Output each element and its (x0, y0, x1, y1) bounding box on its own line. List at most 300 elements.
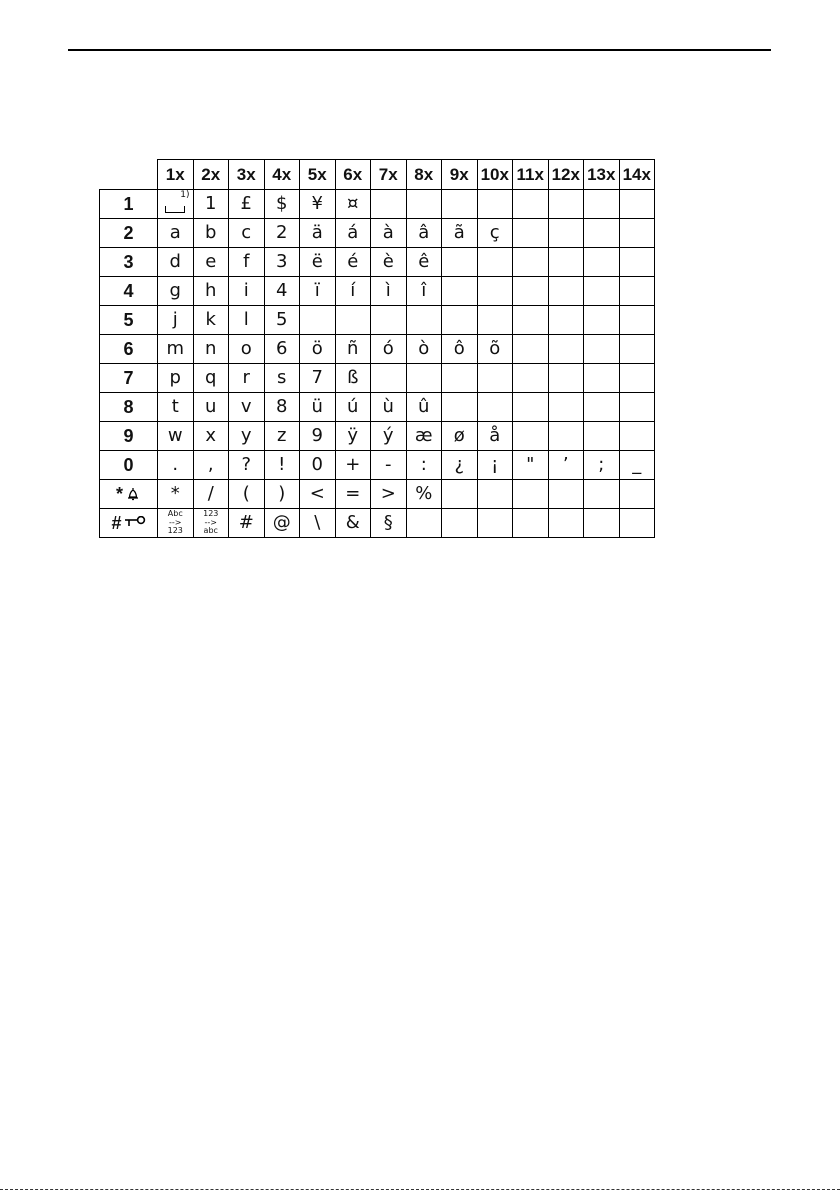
key-row (100, 480, 655, 509)
character-cell (442, 480, 478, 509)
character-glyph: ý (382, 425, 394, 446)
character-cell (335, 190, 371, 219)
character-glyph: @ (272, 512, 291, 533)
character-cell (442, 335, 478, 364)
character-glyph: û (418, 396, 430, 417)
character-cell (619, 335, 655, 364)
character-cell (442, 364, 478, 393)
character-glyph: £ (240, 193, 252, 214)
character-glyph: ø (453, 425, 465, 446)
row-key-symbol (111, 514, 145, 532)
character-cell (442, 451, 478, 480)
character-cell (513, 190, 549, 219)
character-cell (513, 219, 549, 248)
character-cell (584, 190, 620, 219)
column-header: 1x (158, 160, 194, 190)
character-cell (193, 393, 229, 422)
character-cell (158, 335, 194, 364)
row-key-symbol (123, 427, 133, 445)
character-cell (442, 393, 478, 422)
character-glyph: í (350, 280, 356, 301)
character-cell (158, 364, 194, 393)
character-cell (158, 509, 194, 538)
corner-cell (100, 160, 158, 190)
character-cell (442, 422, 478, 451)
character-cell (335, 451, 371, 480)
character-cell (442, 277, 478, 306)
character-cell (548, 509, 584, 538)
character-glyph: i (243, 280, 249, 301)
character-glyph: ü (311, 396, 323, 417)
character-cell (158, 277, 194, 306)
row-key-symbol (123, 340, 133, 358)
character-glyph: w (167, 425, 183, 446)
character-cell (193, 190, 229, 219)
character-cell (371, 422, 407, 451)
character-glyph: t (171, 396, 179, 417)
mode-label-top: Abc (167, 509, 183, 519)
character-cell (406, 393, 442, 422)
character-cell (371, 480, 407, 509)
character-glyph: y (240, 425, 252, 446)
character-glyph: ó (382, 338, 394, 359)
character-cell (264, 335, 300, 364)
character-cell (193, 219, 229, 248)
character-glyph: ÿ (347, 425, 359, 446)
character-cell (229, 364, 265, 393)
character-cell (335, 277, 371, 306)
character-cell (229, 306, 265, 335)
character-cell (193, 277, 229, 306)
row-key-label (100, 509, 158, 538)
space-symbol-icon (165, 206, 185, 213)
character-glyph: ê (418, 251, 430, 272)
character-glyph: õ (489, 338, 501, 359)
character-glyph: 0 (311, 454, 323, 475)
character-cell (513, 393, 549, 422)
row-key-label (100, 219, 158, 248)
character-cell (619, 306, 655, 335)
character-cell (548, 248, 584, 277)
character-glyph: / (207, 483, 214, 504)
mode-label-bottom: abc (203, 526, 218, 536)
row-key-text: * (115, 484, 123, 504)
character-glyph: h (205, 280, 217, 301)
character-glyph: 8 (276, 396, 288, 417)
character-cell (548, 451, 584, 480)
character-cell (477, 277, 513, 306)
character-glyph: ë (311, 251, 323, 272)
character-cell (406, 219, 442, 248)
character-cell (406, 364, 442, 393)
row-key-text: 0 (123, 455, 134, 475)
character-cell (264, 219, 300, 248)
character-glyph: 2 (276, 222, 288, 243)
character-cell (193, 451, 229, 480)
character-cell (619, 422, 655, 451)
character-cell (371, 393, 407, 422)
column-header: 12x (548, 160, 584, 190)
character-cell (406, 190, 442, 219)
character-glyph: ã (453, 222, 465, 243)
column-header: 7x (371, 160, 407, 190)
character-cell (335, 422, 371, 451)
character-glyph: " (526, 454, 535, 475)
character-cell (513, 335, 549, 364)
character-glyph: - (385, 454, 392, 475)
character-cell (335, 335, 371, 364)
character-cell (335, 306, 371, 335)
character-cell (513, 422, 549, 451)
character-cell (371, 306, 407, 335)
character-glyph: n (205, 338, 217, 359)
character-glyph: k (205, 309, 216, 330)
character-cell (229, 422, 265, 451)
character-cell (477, 422, 513, 451)
key-row (100, 393, 655, 422)
column-header: 8x (406, 160, 442, 190)
character-glyph: s (277, 367, 287, 388)
character-cell (584, 422, 620, 451)
character-glyph: o (240, 338, 252, 359)
character-cell (584, 277, 620, 306)
character-glyph: ! (278, 454, 286, 475)
character-cell (442, 509, 478, 538)
character-glyph: ä (311, 222, 323, 243)
character-glyph: : (420, 454, 427, 475)
character-cell (300, 306, 336, 335)
character-cell (619, 219, 655, 248)
key-row (100, 509, 655, 538)
character-glyph: à (382, 222, 394, 243)
row-key-symbol (123, 195, 133, 213)
character-cell (300, 393, 336, 422)
character-cell (264, 509, 300, 538)
key-row (100, 422, 655, 451)
row-key-label (100, 393, 158, 422)
character-cell (548, 190, 584, 219)
character-cell (371, 335, 407, 364)
row-key-text: 7 (123, 368, 134, 388)
character-glyph: é (347, 251, 359, 272)
column-header: 13x (584, 160, 620, 190)
footnote-mark: 1) (180, 190, 190, 200)
character-cell (229, 451, 265, 480)
character-glyph: c (241, 222, 252, 243)
character-cell (158, 451, 194, 480)
character-cell (371, 219, 407, 248)
mode-label-mid: --> (169, 517, 182, 527)
character-cell (442, 306, 478, 335)
character-cell (300, 190, 336, 219)
character-cell (513, 480, 549, 509)
character-glyph: f (243, 251, 250, 272)
row-key-text: 4 (123, 281, 134, 301)
row-key-label (100, 335, 158, 364)
character-cell (477, 509, 513, 538)
top-rule (68, 49, 771, 51)
column-header: 14x (619, 160, 655, 190)
character-glyph: _ (632, 454, 642, 475)
character-glyph: a (169, 222, 181, 243)
character-glyph: b (205, 222, 217, 243)
character-cell (300, 248, 336, 277)
character-cell (264, 480, 300, 509)
character-cell (300, 219, 336, 248)
character-cell (477, 306, 513, 335)
row-key-text: 9 (123, 426, 134, 446)
character-cell (548, 219, 584, 248)
key-row (100, 219, 655, 248)
character-cell (335, 393, 371, 422)
character-cell (158, 306, 194, 335)
character-glyph: \ (314, 512, 321, 533)
character-cell (335, 509, 371, 538)
character-glyph: ’ (562, 454, 569, 475)
character-glyph: $ (276, 193, 288, 214)
character-glyph: ? (241, 454, 252, 475)
character-cell (584, 393, 620, 422)
character-glyph: j (172, 309, 178, 330)
character-glyph: ö (311, 338, 323, 359)
character-cell (619, 190, 655, 219)
character-cell (229, 335, 265, 364)
key-row (100, 364, 655, 393)
character-cell (193, 335, 229, 364)
character-cell (300, 480, 336, 509)
character-cell (619, 451, 655, 480)
character-cell (513, 451, 549, 480)
table-body (100, 190, 655, 538)
character-cell (584, 219, 620, 248)
mode-label-bottom: 123 (167, 526, 183, 536)
row-key-symbol (123, 398, 133, 416)
character-glyph: # (238, 512, 254, 533)
row-key-label (100, 190, 158, 219)
row-key-label (100, 451, 158, 480)
character-cell (477, 219, 513, 248)
row-key-label (100, 306, 158, 335)
character-glyph: ¤ (347, 193, 359, 214)
character-glyph: , (207, 454, 214, 475)
character-glyph: 7 (311, 367, 323, 388)
character-cell (300, 277, 336, 306)
character-cell (548, 422, 584, 451)
row-key-text: 1 (123, 194, 134, 214)
character-cell (406, 480, 442, 509)
character-cell (300, 422, 336, 451)
character-glyph: 4 (276, 280, 288, 301)
character-glyph: p (169, 367, 181, 388)
character-cell (158, 248, 194, 277)
character-cell (335, 364, 371, 393)
bottom-rule (0, 1189, 840, 1190)
character-cell (371, 248, 407, 277)
character-cell (229, 190, 265, 219)
row-key-symbol (123, 369, 133, 387)
character-cell (264, 451, 300, 480)
character-glyph: ¡ (491, 454, 499, 475)
character-glyph: ì (385, 280, 391, 301)
character-cell (548, 306, 584, 335)
abc-to-123-mode-label (158, 510, 193, 535)
123-to-abc-mode-label (194, 510, 229, 535)
character-glyph: ¿ (454, 454, 465, 475)
character-cell (477, 190, 513, 219)
character-glyph: ç (489, 222, 500, 243)
character-glyph: ñ (347, 338, 359, 359)
character-cell (371, 451, 407, 480)
row-key-text: # (111, 513, 122, 533)
character-cell (229, 277, 265, 306)
character-cell (406, 509, 442, 538)
row-key-text: 5 (123, 310, 134, 330)
character-glyph: q (205, 367, 217, 388)
character-cell (371, 364, 407, 393)
character-cell (548, 393, 584, 422)
character-cell (584, 335, 620, 364)
character-cell (513, 277, 549, 306)
character-cell (584, 364, 620, 393)
character-cell (229, 248, 265, 277)
column-header: 9x (442, 160, 478, 190)
character-cell (158, 393, 194, 422)
key-icon (124, 516, 146, 530)
character-cell (548, 364, 584, 393)
character-cell (229, 393, 265, 422)
character-cell (371, 509, 407, 538)
character-glyph: d (169, 251, 181, 272)
character-glyph: è (382, 251, 394, 272)
character-glyph: ( (242, 483, 250, 504)
character-cell (335, 248, 371, 277)
character-cell (619, 393, 655, 422)
character-cell (442, 219, 478, 248)
character-glyph: á (347, 222, 359, 243)
key-row (100, 248, 655, 277)
row-key-symbol (116, 485, 141, 503)
row-key-label (100, 422, 158, 451)
column-header: 6x (335, 160, 371, 190)
character-cell (158, 190, 194, 219)
character-cell (264, 422, 300, 451)
character-cell (477, 364, 513, 393)
row-key-text: 2 (123, 223, 134, 243)
row-key-label (100, 480, 158, 509)
character-glyph: î (421, 280, 427, 301)
character-cell (371, 190, 407, 219)
character-glyph: v (240, 396, 252, 417)
character-map-table (99, 159, 655, 538)
character-cell (513, 306, 549, 335)
character-cell (264, 306, 300, 335)
character-glyph: ï (314, 280, 320, 301)
character-glyph: ) (278, 483, 286, 504)
character-glyph: g (169, 280, 181, 301)
character-glyph: 6 (276, 338, 288, 359)
bell-icon (125, 486, 141, 502)
character-glyph: u (205, 396, 217, 417)
character-glyph: ú (347, 396, 359, 417)
character-glyph: 5 (276, 309, 288, 330)
character-glyph: ô (453, 338, 465, 359)
column-header: 5x (300, 160, 336, 190)
character-cell (193, 248, 229, 277)
row-key-label (100, 364, 158, 393)
character-cell (300, 364, 336, 393)
character-glyph: ß (347, 367, 359, 388)
mode-label-mid: --> (204, 517, 217, 527)
character-glyph: â (418, 222, 430, 243)
character-cell (229, 480, 265, 509)
character-cell (335, 219, 371, 248)
character-cell (619, 509, 655, 538)
character-cell (193, 509, 229, 538)
character-glyph: z (277, 425, 287, 446)
character-cell (300, 335, 336, 364)
character-cell (406, 277, 442, 306)
character-glyph: + (345, 454, 361, 475)
character-cell (477, 451, 513, 480)
character-cell (193, 422, 229, 451)
character-cell (619, 480, 655, 509)
column-header: 10x (477, 160, 513, 190)
character-cell (513, 248, 549, 277)
character-glyph: § (383, 512, 393, 533)
character-cell (371, 277, 407, 306)
character-cell (406, 422, 442, 451)
character-cell (158, 480, 194, 509)
character-cell (300, 509, 336, 538)
column-header: 4x (264, 160, 300, 190)
character-glyph: e (205, 251, 217, 272)
character-cell (548, 335, 584, 364)
row-key-label (100, 248, 158, 277)
character-glyph: r (242, 367, 250, 388)
character-glyph: l (243, 309, 249, 330)
character-cell (264, 364, 300, 393)
row-key-text: 6 (123, 339, 134, 359)
character-glyph: æ (414, 425, 433, 446)
row-key-symbol (123, 311, 133, 329)
character-glyph: = (345, 483, 361, 504)
character-cell (193, 480, 229, 509)
row-key-text: 3 (123, 252, 134, 272)
character-glyph: 1 (205, 193, 217, 214)
character-cell (584, 480, 620, 509)
character-cell (477, 480, 513, 509)
column-header: 11x (513, 160, 549, 190)
character-cell (548, 480, 584, 509)
character-glyph: m (166, 338, 185, 359)
character-cell (619, 248, 655, 277)
key-row (100, 451, 655, 480)
character-glyph: ù (382, 396, 394, 417)
character-cell (264, 248, 300, 277)
character-cell (584, 248, 620, 277)
row-key-label (100, 277, 158, 306)
row-key-symbol (123, 224, 133, 242)
character-cell (584, 306, 620, 335)
character-cell (548, 277, 584, 306)
character-cell (229, 509, 265, 538)
character-glyph: å (489, 425, 501, 446)
row-key-symbol (123, 456, 133, 474)
character-glyph: ; (598, 454, 605, 475)
column-header: 2x (193, 160, 229, 190)
key-row (100, 277, 655, 306)
character-glyph: 9 (311, 425, 323, 446)
